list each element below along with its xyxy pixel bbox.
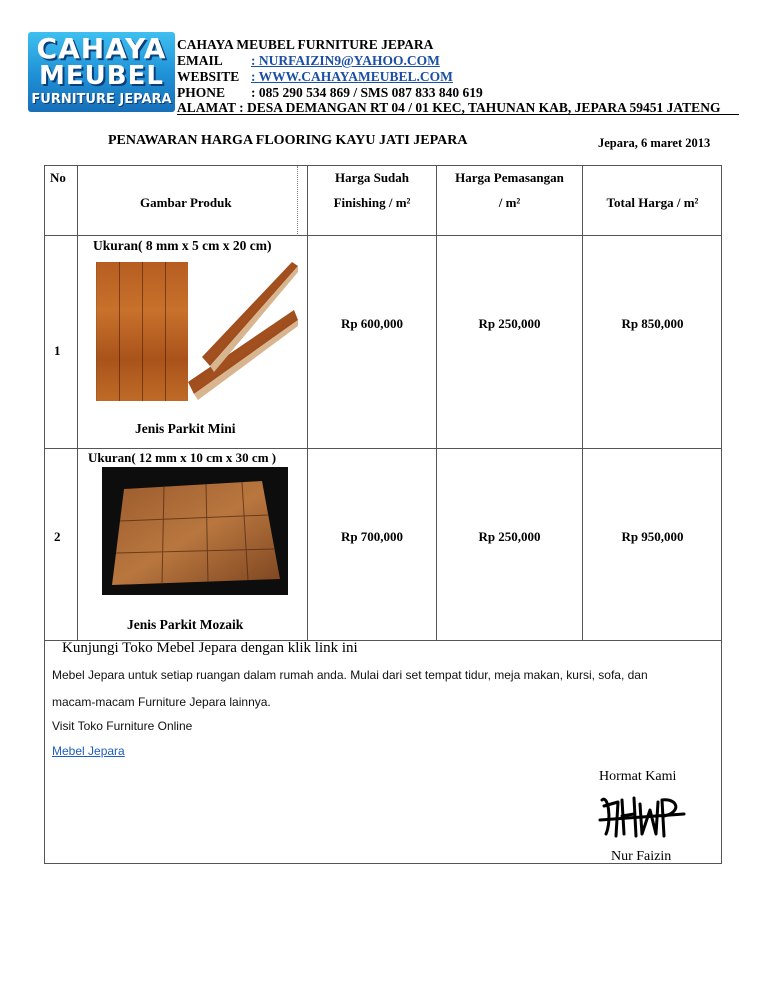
row-2-size: Ukuran( 12 mm x 10 cm x 30 cm ) xyxy=(88,450,277,465)
col-divider-image xyxy=(307,165,308,641)
email-label: EMAIL xyxy=(177,53,223,68)
row-2-install: Rp 250,000 xyxy=(478,529,541,544)
product-image-parkit-mozaik xyxy=(102,467,288,595)
signature-image xyxy=(598,790,686,840)
email-row xyxy=(177,53,440,69)
description-line-2: macam-macam Furniture Jepara lainnya. xyxy=(52,695,271,709)
row-2-caption: Jenis Parkit Mozaik xyxy=(127,617,244,632)
row-1-size: Ukuran( 8 mm x 5 cm x 20 cm) xyxy=(93,238,272,253)
phone-label: PHONE xyxy=(177,85,226,100)
row-2-finishing: Rp 700,000 xyxy=(340,529,404,544)
product-image-planks xyxy=(188,262,298,401)
email-link[interactable]: : NURFAIZIN9@YAHOO.COM xyxy=(251,53,440,68)
header-install-1: Harga Pemasangan xyxy=(455,170,564,185)
signer-name: Nur Faizin xyxy=(611,849,672,864)
company-name: CAHAYA MEUBEL FURNITURE JEPARA xyxy=(177,37,434,52)
row-divider-1 xyxy=(44,448,722,449)
document-title: PENAWARAN HARGA FLOORING KAYU JATI JEPARA xyxy=(108,133,468,148)
document-date: Jepara, 6 maret 2013 xyxy=(598,136,711,150)
row-1-total: Rp 850,000 xyxy=(621,316,684,331)
website-row xyxy=(177,69,453,85)
row-1-finishing: Rp 600,000 xyxy=(340,316,404,331)
closing-regards: Hormat Kami xyxy=(599,769,677,784)
row-1-install: Rp 250,000 xyxy=(478,316,541,331)
header-total: Total Harga / m² xyxy=(606,195,699,210)
header-finishing-2: Finishing / m² xyxy=(333,195,411,210)
website-link[interactable]: : WWW.CAHAYAMEUBEL.COM xyxy=(251,69,453,84)
product-image-parkit-mini xyxy=(96,262,188,401)
col-divider-install xyxy=(582,165,583,641)
header-divider xyxy=(177,114,739,115)
row-2-total: Rp 950,000 xyxy=(621,529,684,544)
logo-line-3: FURNITURE JEPARA xyxy=(31,92,172,107)
phone-value: : 085 290 534 869 / SMS 087 833 840 619 xyxy=(251,85,483,100)
header-no: No xyxy=(50,170,66,185)
col-divider-finishing xyxy=(436,165,437,641)
visit-online-text: Visit Toko Furniture Online xyxy=(52,719,193,733)
header-image: Gambar Produk xyxy=(140,195,232,210)
row-divider-header xyxy=(44,235,722,236)
visit-store-text: Kunjungi Toko Mebel Jepara dengan klik link ini xyxy=(62,640,358,656)
logo-line-1: CAHAYA xyxy=(36,32,167,65)
row-1-no: 1 xyxy=(54,343,61,358)
description-line-1: Mebel Jepara untuk setiap ruangan dalam rumah anda. Mulai dari set tempat tidur, meja makan, kursi, sofa, dan xyxy=(52,668,648,682)
row-2-no: 2 xyxy=(54,529,61,544)
header-install-2: / m² xyxy=(498,195,521,210)
address: ALAMAT : DESA DEMANGAN RT 04 / 01 KEC, TAHUNAN KAB, JEPARA 59451 JATENG xyxy=(177,100,721,115)
header-dotted-guide xyxy=(297,166,298,234)
logo-line-2: MEUBEL xyxy=(39,61,164,91)
company-logo xyxy=(28,32,175,112)
col-divider-no xyxy=(77,165,78,641)
website-label: WEBSITE xyxy=(177,69,240,84)
row-1-caption: Jenis Parkit Mini xyxy=(135,421,236,436)
header-finishing-1: Harga Sudah xyxy=(334,170,410,185)
mebel-jepara-link[interactable]: Mebel Jepara xyxy=(52,744,125,758)
phone-row xyxy=(177,85,483,101)
